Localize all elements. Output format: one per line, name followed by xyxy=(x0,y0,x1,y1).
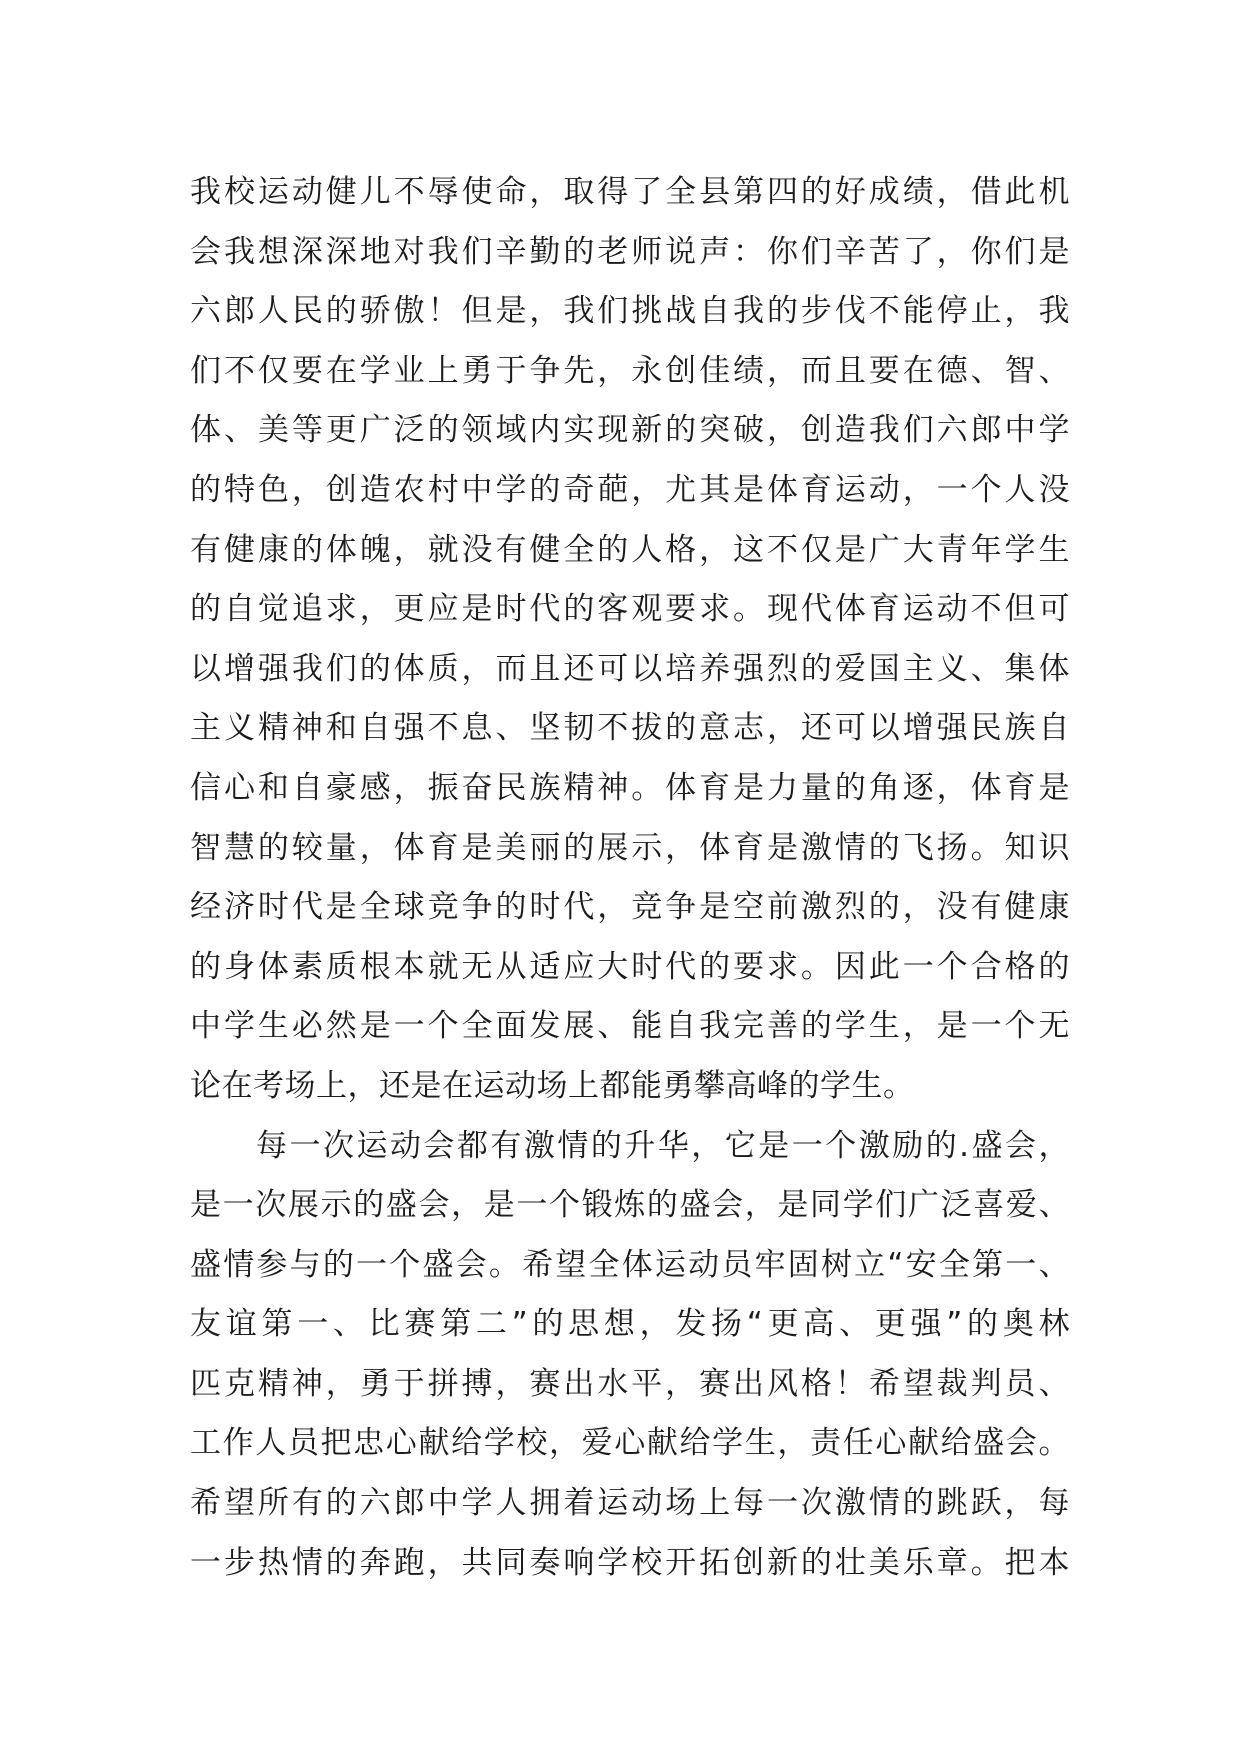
text-line: 经济时代是全球竞争的时代，竞争是空前激烈的，没有健康 xyxy=(190,889,1070,926)
text-line: 工作人员把忠心献给学校，爱心献给学生，责任心献给盛会。 xyxy=(190,1425,1070,1462)
text-line: 希望所有的六郎中学人拥着运动场上每一次激情的跳跃，每 xyxy=(190,1485,1070,1522)
text-line: 友谊第一、比赛第二”的思想，发扬“更高、更强”的奥林 xyxy=(190,1306,1070,1343)
text-line: 盛情参与的一个盛会。希望全体运动员牢固树立“安全第一、 xyxy=(190,1246,1070,1283)
text-line: 六郎人民的骄傲！但是，我们挑战自我的步伐不能停止，我 xyxy=(190,293,1070,330)
text-line: 的自觉追求，更应是时代的客观要求。现代体育运动不但可 xyxy=(190,591,1070,628)
text-line: 以增强我们的体质，而且还可以培养强烈的爱国主义、集体 xyxy=(190,650,1070,687)
paragraph-end-line: 论在考场上，还是在运动场上都能勇攀高峰的学生。 xyxy=(190,1067,915,1104)
text-line: 是一次展示的盛会，是一个锻炼的盛会，是同学们广泛喜爱、 xyxy=(190,1187,1070,1224)
text-line: 匹克精神，勇于拼搏，赛出水平，赛出风格！希望裁判员、 xyxy=(190,1365,1070,1402)
text-line: 会我想深深地对我们辛勤的老师说声：你们辛苦了，你们是 xyxy=(190,233,1070,270)
body-text xyxy=(190,163,1070,1593)
text-line: 们不仅要在学业上勇于争先，永创佳绩，而且要在德、智、 xyxy=(190,352,1070,389)
text-line: 智慧的较量，体育是美丽的展示，体育是激情的飞扬。知识 xyxy=(190,829,1070,866)
text-line: 有健康的体魄，就没有健全的人格，这不仅是广大青年学生 xyxy=(190,531,1070,568)
text-line: 信心和自豪感，振奋民族精神。体育是力量的角逐，体育是 xyxy=(190,769,1070,806)
text-line: 体、美等更广泛的领域内实现新的突破，创造我们六郎中学 xyxy=(190,412,1070,449)
text-line: 中学生必然是一个全面发展、能自我完善的学生，是一个无 xyxy=(190,1008,1070,1045)
text-line: 主义精神和自强不息、坚韧不拔的意志，还可以增强民族自 xyxy=(190,710,1070,747)
text-line: 我校运动健儿不辱使命，取得了全县第四的好成绩，借此机 xyxy=(190,174,1070,210)
text-line: 的特色，创造农村中学的奇葩，尤其是体育运动，一个人没 xyxy=(190,471,1070,508)
paragraph-start-line: 每一次运动会都有激情的升华，它是一个激励的.盛会， xyxy=(256,1127,1070,1164)
text-line: 的身体素质根本就无从适应大时代的要求。因此一个合格的 xyxy=(190,948,1070,985)
text-line: 一步热情的奔跑，共同奏响学校开拓创新的壮美乐章。把本 xyxy=(190,1544,1070,1581)
